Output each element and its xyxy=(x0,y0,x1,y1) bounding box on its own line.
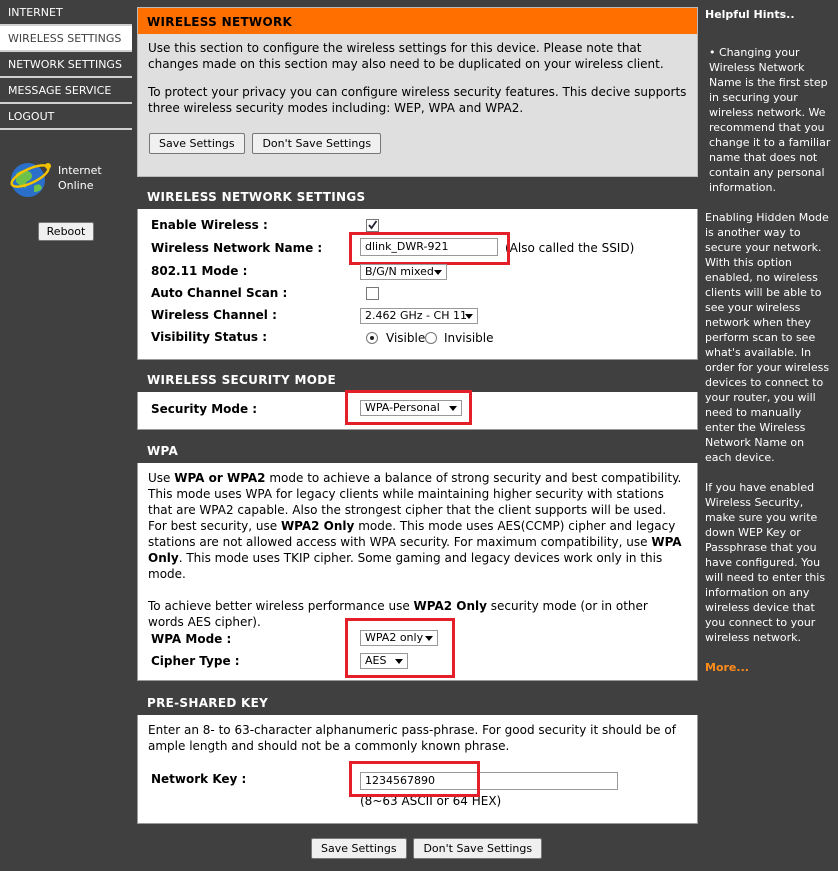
globe-icon xyxy=(8,158,52,200)
channel-label: Wireless Channel : xyxy=(151,308,277,322)
highlight-wpa-mode xyxy=(345,618,455,678)
highlight-network-name xyxy=(349,232,510,265)
status-line2: Online xyxy=(58,179,94,192)
channel-select[interactable] xyxy=(360,308,478,324)
left-nav xyxy=(0,0,132,871)
network-key-label: Network Key : xyxy=(151,772,247,786)
wireless-network-intro xyxy=(137,7,698,177)
mode-label: 802.11 Mode : xyxy=(151,264,248,278)
network-key-hint: (8~63 ASCII or 64 HEX) xyxy=(360,794,502,808)
pre-shared-key xyxy=(137,689,698,824)
dont-save-settings-button[interactable]: Don't Save Settings xyxy=(252,133,381,154)
wireless-security-mode xyxy=(137,366,698,430)
wpa-paragraph-1: Use WPA or WPA2 mode to achieve a balance of strong security and best compatibility. This mode uses WPA for legacy clients while maintaining higher security with stations that are WPA2 capable. Also the strongest cipher that the client supports will be used. For best security, use WPA2 Only mode. This mode uses AES(CCMP) cipher and legacy stations are not allowed access with WPA security. For maximum compatibility, use WPA Only. This mode uses TKIP cipher. Some gaming and legacy devices work only in this mode. xyxy=(148,471,682,581)
mode-select[interactable] xyxy=(360,264,447,280)
check-icon xyxy=(367,220,378,231)
intro-paragraph-2: To protect your privacy you can configure wireless security features. This decive supports three wireless security modes including: WEP, WPA and WPA2. xyxy=(148,85,687,115)
nav-message-service[interactable]: MESSAGE SERVICE xyxy=(0,78,132,104)
mode-select-value: B/G/N mixed xyxy=(365,265,434,278)
save-settings-button[interactable]: Save Settings xyxy=(149,133,245,154)
visibility-label: Visibility Status : xyxy=(151,330,267,344)
wpa-title: WPA xyxy=(137,437,698,463)
hint-3: If you have enabled Wireless Security, make sure you write down WEP Key or Passphrase that you have configured. You will need to enter this information on any wireless device that you connect to your wireless network. xyxy=(705,481,826,644)
security-mode-label: Security Mode : xyxy=(151,402,258,416)
chevron-down-icon xyxy=(465,314,473,319)
nav-network-settings[interactable]: NETWORK SETTINGS xyxy=(0,52,132,78)
network-key-input[interactable]: 1234567890 xyxy=(360,772,618,790)
chevron-down-icon xyxy=(434,270,442,275)
invisible-radio[interactable] xyxy=(425,332,437,344)
cipher-type-value: AES xyxy=(365,654,387,667)
helpful-hints xyxy=(702,0,838,871)
network-name-label: Wireless Network Name : xyxy=(151,241,323,255)
wpa-mode-label: WPA Mode : xyxy=(151,632,232,646)
channel-select-value: 2.462 GHz - CH 11 xyxy=(365,309,467,322)
wpa-section xyxy=(137,437,698,681)
visible-radio[interactable] xyxy=(366,332,378,344)
intro-title: WIRELESS NETWORK xyxy=(138,8,697,34)
reboot-button[interactable]: Reboot xyxy=(38,222,94,241)
auto-channel-label: Auto Channel Scan : xyxy=(151,286,288,300)
main-content xyxy=(133,0,702,871)
highlight-network-key xyxy=(349,761,480,797)
ssid-note: (Also called the SSID) xyxy=(505,241,635,255)
intro-paragraph-1: Use this section to configure the wireless settings for this device. Please note that changes made on this section may also need to be duplicated on your wireless client. xyxy=(148,41,664,71)
auto-channel-checkbox[interactable] xyxy=(366,287,379,300)
bottom-save-settings-button[interactable]: Save Settings xyxy=(311,838,407,859)
wpa-paragraph-2: To achieve better wireless performance use WPA2 Only security mode (or in other words AES cipher). xyxy=(148,599,648,629)
nav-wireless-settings[interactable]: WIRELESS SETTINGS xyxy=(0,26,132,52)
hints-title: Helpful Hints.. xyxy=(705,8,795,21)
invisible-label: Invisible xyxy=(444,331,494,345)
nav-internet[interactable]: INTERNET xyxy=(0,0,132,26)
wpa-mode-value: WPA2 only xyxy=(365,631,424,644)
wireless-network-settings xyxy=(137,183,698,360)
nav-logout[interactable]: LOGOUT xyxy=(0,104,132,130)
bottom-dont-save-settings-button[interactable]: Don't Save Settings xyxy=(413,838,542,859)
visible-label: Visible xyxy=(386,331,426,345)
psk-title: PRE-SHARED KEY xyxy=(137,689,698,715)
hint-2: Enabling Hidden Mode is another way to secure your network. With this option enabled, no wireless clients will be able to see your wireless network when they perform scan to see what's available. In order for your wireless devices to connect to your router, you will need to manually enter the Wireless Network Name on each device. xyxy=(705,211,830,464)
hint-1: • Changing your Wireless Network Name is the first step in securing your wireless network. We recommend that you change it to a familiar name that does not contain any personal information. xyxy=(709,46,831,194)
wsm-title: WIRELESS SECURITY MODE xyxy=(137,366,698,392)
cipher-type-label: Cipher Type : xyxy=(151,654,240,668)
enable-wireless-label: Enable Wireless : xyxy=(151,218,268,232)
more-link[interactable]: More... xyxy=(705,661,749,674)
psk-description: Enter an 8- to 63-character alphanumeric pass-phrase. For good security it should be of ample length and should not be a commonly known phrase. xyxy=(148,723,676,753)
enable-wireless-checkbox[interactable] xyxy=(366,219,379,232)
highlight-security-mode xyxy=(345,390,472,425)
status-line1: Internet xyxy=(58,164,102,177)
internet-status xyxy=(8,158,128,202)
network-name-input[interactable]: dlink_DWR-921 xyxy=(360,238,498,256)
wns-title: WIRELESS NETWORK SETTINGS xyxy=(137,183,698,209)
security-mode-value: WPA-Personal xyxy=(365,401,440,414)
